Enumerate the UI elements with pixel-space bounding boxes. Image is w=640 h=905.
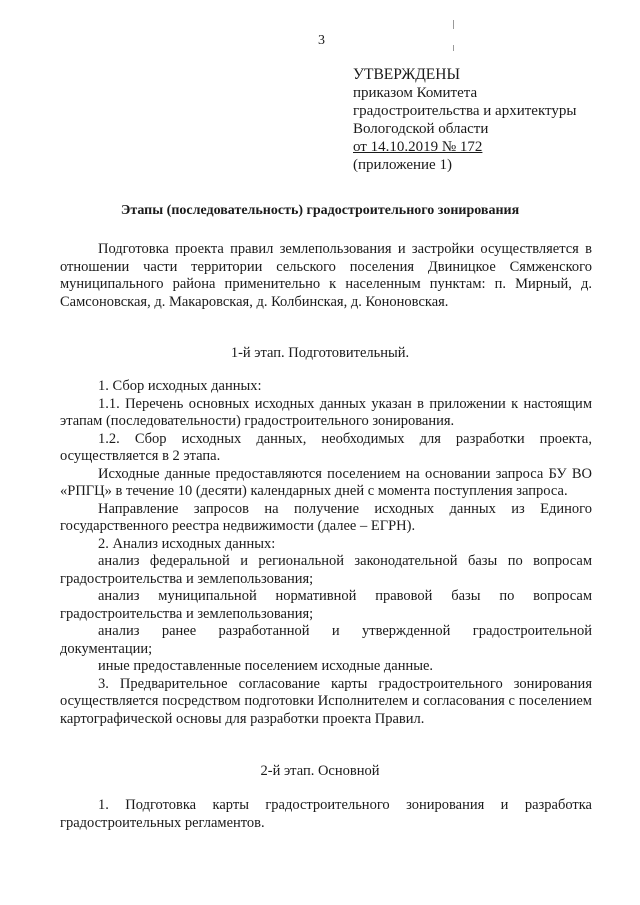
intro-paragraph: Подготовка проекта правил землепользования и застройки осуществляется в отношении части территории сельского поселения Двиницкое Сямженского муниципального района применительно к населенным пунктам: п. Мирный, д. Самсоновская, д. Макаровская, д. Колбинская, д. Кононовская. (60, 241, 592, 310)
paragraph: 1.2. Сбор исходных данных, необходимых для разработки проекта, осуществляется в 2 этапа. (60, 430, 592, 464)
paragraph: анализ ранее разработанной и утвержденной градостроительной документации; (60, 623, 592, 657)
scan-edge-mark (453, 20, 454, 29)
document-title: Этапы (последовательность) градостроительного зонирования (120, 203, 520, 218)
stage1-section (60, 378, 592, 728)
paragraph: 1. Подготовка карты градостроительного зонирования и разработка градостроительных регламентов. (60, 797, 592, 831)
paragraph: Направление запросов на получение исходных данных из Единого государственного реестра недвижимости (далее – ЕГРН). (60, 500, 592, 534)
paragraph: 1. Сбор исходных данных: (98, 378, 262, 394)
stage1-heading: 1-й этап. Подготовительный. (230, 345, 410, 361)
paragraph: 2. Анализ исходных данных: (98, 535, 276, 552)
paragraph: 1.1. Перечень основных исходных данных указан в приложении к настоящим этапам (последовательности) градостроительного зонирования. (60, 395, 592, 429)
approval-heading: УТВЕРЖДЕНЫ (353, 66, 460, 83)
stage2-heading: 2-й этап. Основной (260, 763, 380, 779)
paragraph: анализ муниципальной нормативной правовой базы по вопросам градостроительства и землепользования; (60, 588, 592, 622)
paragraph: иные предоставленные поселением исходные данные. (98, 658, 434, 674)
approval-line: приказом Комитета (353, 85, 478, 101)
approval-appendix: (приложение 1) (353, 157, 452, 173)
intro-section (60, 241, 592, 311)
approval-order-date: от 14.10.2019 № 172 (353, 139, 483, 155)
approval-line: Вологодской области (353, 121, 489, 137)
paragraph: анализ федеральной и региональной законодательной базы по вопросам градостроительства и землепользования; (60, 553, 592, 587)
scan-edge-mark (453, 45, 454, 51)
page-number: 3 (318, 33, 325, 48)
paragraph: 3. Предварительное согласование карты градостроительного зонирования осуществляется посредством подготовки Исполнителем и согласования с поселением картографической основы для разработки проекта Правил. (60, 675, 592, 727)
stage2-section (60, 797, 592, 832)
paragraph: Исходные данные предоставляются поселением на основании запроса БУ ВО «РПГЦ» в течение 10 (десяти) календарных дней с момента поступления запроса. (60, 465, 592, 499)
approval-block (353, 66, 576, 174)
approval-line: градостроительства и архитектуры (353, 103, 577, 119)
